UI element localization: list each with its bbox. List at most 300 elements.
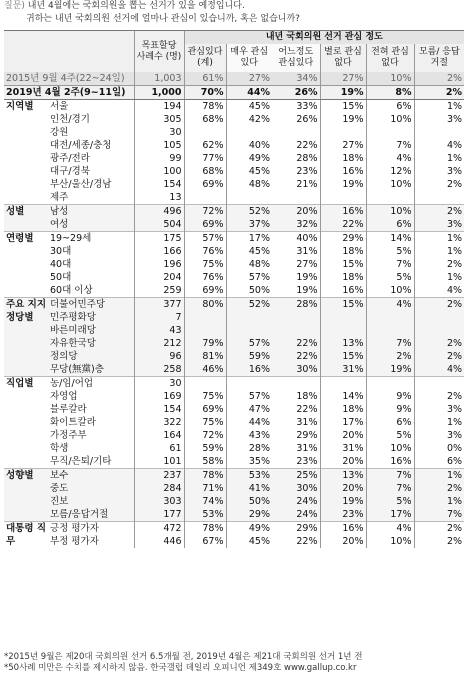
cell-not-much: 27%	[320, 72, 366, 86]
cell-very	[226, 324, 272, 337]
question-line-1	[4, 0, 464, 13]
cell-not-much: 27%	[320, 139, 366, 152]
cell-not-at-all: 2%	[366, 350, 414, 363]
cell-dk: 2%	[414, 86, 464, 100]
cell-somewhat: 26%	[296, 114, 318, 125]
cell-dk: 1%	[414, 495, 464, 508]
cell-not-at-all: 9%	[366, 390, 414, 403]
row-label: 자유한국당	[48, 337, 134, 350]
cell-very	[226, 311, 272, 324]
cell-total: 79%	[184, 337, 226, 350]
cell-very: 49%	[226, 152, 272, 165]
cell-total: 78%	[184, 100, 226, 114]
row-label: 대전/세종/충청	[50, 140, 112, 151]
cell-total: 57%	[184, 232, 226, 246]
cell-not-at-all: 8%	[366, 86, 414, 100]
cell-not-at-all	[366, 191, 414, 205]
table-row	[4, 416, 464, 429]
cell-dk: 2%	[414, 298, 464, 312]
table-row	[4, 232, 464, 246]
group-label: 직업별	[4, 377, 48, 469]
cell-not-much: 18%	[320, 152, 366, 165]
cell-dk: 1%	[414, 100, 464, 114]
cell-not-much: 31%	[320, 363, 366, 377]
cell-somewhat: 28%	[296, 153, 318, 164]
cell-not-at-all: 10%	[366, 442, 414, 455]
cell-total: 77%	[184, 152, 226, 165]
cell-total: 78%	[184, 469, 226, 483]
cell-n: 305	[134, 113, 184, 126]
cell-not-much	[320, 191, 366, 205]
cell-very: 45%	[226, 100, 272, 114]
cell-very: 44%	[226, 86, 272, 100]
cell-n: 237	[134, 469, 184, 483]
row-label: 진보	[48, 495, 134, 508]
cell-dk	[414, 311, 464, 324]
row-label: 블루칼라	[50, 404, 87, 415]
cell-somewhat: 40%	[272, 232, 320, 246]
header-very: 매우 관심있다	[226, 44, 272, 72]
table-row	[4, 350, 464, 363]
cell-n: 496	[134, 205, 184, 219]
cell-dk: 3%	[414, 429, 464, 442]
cell-total: 68%	[184, 113, 226, 126]
cell-n: 164	[134, 429, 184, 442]
cell-not-much: 16%	[320, 522, 366, 536]
cell-n: 154	[134, 403, 184, 416]
cell-somewhat: 32%	[272, 218, 320, 232]
cell-not-much	[320, 311, 366, 324]
cell-not-at-all: 19%	[366, 363, 414, 377]
cell-not-at-all: 12%	[366, 165, 414, 178]
cell-not-much: 23%	[320, 508, 366, 522]
cell-n: 258	[134, 363, 184, 377]
cell-n: 96	[134, 350, 184, 363]
cell-somewhat: 31%	[296, 443, 318, 454]
cell-somewhat: 23%	[296, 166, 318, 177]
cell-very: 57%	[226, 271, 272, 284]
cell-not-at-all: 7%	[366, 337, 414, 350]
cell-total: 70%	[184, 86, 226, 100]
cell-dk: 7%	[414, 508, 464, 522]
table-row	[4, 403, 464, 416]
cell-somewhat: 33%	[272, 100, 320, 114]
cell-very: 29%	[226, 508, 272, 522]
cell-total	[184, 126, 226, 139]
cell-total: 68%	[184, 165, 226, 178]
cell-n: 105	[134, 139, 184, 152]
cell-n: 472	[134, 522, 184, 536]
cell-not-much	[320, 126, 366, 139]
cell-not-much	[320, 324, 366, 337]
cell-somewhat: 29%	[296, 430, 318, 441]
table-row	[4, 442, 464, 455]
cell-not-at-all: 9%	[366, 403, 414, 416]
row-label: 모름/응답거절	[48, 508, 134, 522]
cell-n: 101	[134, 455, 184, 469]
cell-not-much: 13%	[320, 337, 366, 350]
cell-n: 100	[134, 165, 184, 178]
cell-very: 59%	[226, 350, 272, 363]
row-label: 60대 이상	[50, 285, 93, 296]
cell-very: 37%	[226, 218, 272, 232]
cell-total: 58%	[184, 455, 226, 469]
cell-dk: 1%	[414, 469, 464, 483]
cell-very: 52%	[226, 298, 272, 312]
cell-n: 259	[134, 284, 184, 298]
cell-not-at-all: 5%	[366, 271, 414, 284]
table-row	[4, 218, 464, 232]
row-label: 민주평화당	[48, 311, 134, 324]
cell-dk: 4%	[414, 363, 464, 377]
group-label: 주요 지지 정당별	[4, 298, 48, 377]
cell-somewhat: 20%	[272, 205, 320, 219]
row-label: 부정 평가자	[50, 536, 99, 547]
table-row	[4, 390, 464, 403]
footnote-1: *2015년 9월은 제20대 국회의원 선거 6.5개월 전, 2019년 4월은 제21대 국회의원 선거 1년 전	[4, 652, 363, 662]
cell-not-much: 22%	[320, 218, 366, 232]
header-main: 내년 국회의원 선거 관심 정도	[184, 31, 464, 45]
question-label: 질문)	[4, 1, 25, 11]
reference-row	[4, 72, 464, 86]
cell-total: 69%	[184, 218, 226, 232]
cell-n: 154	[134, 178, 184, 191]
table-row	[4, 495, 464, 508]
cell-n: 166	[134, 245, 184, 258]
cell-dk: 1%	[414, 416, 464, 429]
cell-somewhat: 19%	[296, 285, 318, 296]
cell-very: 48%	[226, 178, 272, 191]
cell-not-at-all	[366, 377, 414, 391]
table-row	[4, 455, 464, 469]
cell-total: 69%	[184, 178, 226, 191]
cell-very: 47%	[226, 403, 272, 416]
table-row	[4, 363, 464, 377]
group-label: 대통령 직무	[6, 523, 47, 547]
cell-not-at-all: 5%	[366, 245, 414, 258]
cell-not-much: 18%	[320, 271, 366, 284]
cell-very: 53%	[226, 469, 272, 483]
cell-not-at-all	[366, 311, 414, 324]
cell-not-at-all: 10%	[366, 178, 414, 191]
row-label: 중도	[48, 482, 134, 495]
cell-not-much: 20%	[320, 482, 366, 495]
table-row	[4, 100, 464, 114]
cell-total: 75%	[184, 390, 226, 403]
cell-somewhat: 18%	[296, 391, 318, 402]
group-label: 성별	[4, 205, 48, 232]
cell-somewhat	[272, 191, 320, 205]
question-line-2: 귀하는 내년 국회의원 선거에 얼마나 관심이 있습니까, 혹은 없습니까?	[26, 13, 300, 24]
cell-not-at-all: 14%	[366, 232, 414, 246]
cell-total: 62%	[184, 139, 226, 152]
row-label: 긍정 평가자	[48, 522, 134, 536]
cell-not-at-all: 7%	[366, 482, 414, 495]
cell-total: 81%	[184, 350, 226, 363]
cell-very	[226, 126, 272, 139]
cell-n: 322	[134, 416, 184, 429]
cell-not-much: 15%	[320, 100, 366, 114]
row-label: 19~29세	[48, 232, 134, 246]
cell-dk: 1%	[414, 245, 464, 258]
cell-dk: 3%	[414, 218, 464, 232]
cell-dk: 2%	[414, 482, 464, 495]
cell-n: 377	[134, 298, 184, 312]
cell-somewhat	[272, 324, 320, 337]
cell-very: 45%	[226, 535, 272, 548]
cell-not-at-all: 6%	[366, 100, 414, 114]
cell-very: 17%	[226, 232, 272, 246]
cell-not-at-all: 10%	[366, 284, 414, 298]
row-label: 대구/경북	[50, 166, 90, 177]
cell-not-much: 15%	[320, 350, 366, 363]
table-row	[4, 337, 464, 350]
row-label: 바른미래당	[48, 324, 134, 337]
cell-somewhat: 31%	[296, 246, 318, 257]
cell-very: 16%	[226, 363, 272, 377]
cell-n: 43	[134, 324, 184, 337]
row-label: 부산/울산/경남	[50, 179, 112, 190]
cell-n: 175	[134, 232, 184, 246]
cell-total: 75%	[184, 416, 226, 429]
cell-dk	[414, 191, 464, 205]
survey-table	[4, 30, 464, 548]
cell-somewhat: 22%	[296, 140, 318, 151]
cell-very: 57%	[226, 337, 272, 350]
cell-total: 76%	[184, 271, 226, 284]
cell-dk: 2%	[414, 390, 464, 403]
cell-very: 45%	[226, 165, 272, 178]
cell-not-much: 15%	[320, 258, 366, 271]
cell-n: 61	[134, 442, 184, 455]
cell-total: 69%	[184, 284, 226, 298]
cell-not-at-all: 16%	[366, 455, 414, 469]
cell-very: 50%	[226, 495, 272, 508]
cell-somewhat: 24%	[272, 508, 320, 522]
cell-n: 169	[134, 390, 184, 403]
cell-n: 1,003	[134, 72, 184, 86]
table-row	[4, 522, 464, 536]
cell-somewhat: 22%	[272, 337, 320, 350]
cell-somewhat	[272, 126, 320, 139]
cell-n: 1,000	[134, 86, 184, 100]
cell-somewhat: 28%	[272, 298, 320, 312]
cell-n: 99	[134, 152, 184, 165]
cell-very: 43%	[226, 429, 272, 442]
row-label: 보수	[48, 469, 134, 483]
row-label: 농/임/어업	[48, 377, 134, 391]
cell-very: 45%	[226, 245, 272, 258]
row-label: 자영업	[50, 391, 78, 402]
cell-somewhat: 29%	[272, 522, 320, 536]
cell-total	[184, 324, 226, 337]
cell-total	[184, 311, 226, 324]
cell-not-at-all	[366, 126, 414, 139]
cell-very: 52%	[226, 205, 272, 219]
cell-not-at-all: 7%	[366, 469, 414, 483]
cell-not-much: 16%	[320, 165, 366, 178]
cell-somewhat: 31%	[296, 417, 318, 428]
header-blank	[4, 31, 134, 73]
header-interest-total: 관심있다 (계)	[184, 44, 226, 72]
table-row	[4, 139, 464, 152]
row-label: 광주/전라	[50, 153, 90, 164]
cell-not-at-all: 4%	[366, 298, 414, 312]
table-row	[4, 245, 464, 258]
cell-total: 75%	[184, 258, 226, 271]
cell-total: 61%	[184, 72, 226, 86]
cell-dk: 4%	[414, 284, 464, 298]
row-label: 정의당	[48, 350, 134, 363]
row-label: 가정주부	[50, 430, 87, 441]
row-label: 학생	[50, 443, 69, 454]
cell-dk	[414, 324, 464, 337]
cell-not-much: 29%	[320, 232, 366, 246]
cell-very: 35%	[226, 455, 272, 469]
group-label: 연령별	[4, 232, 48, 298]
table-row	[4, 126, 464, 139]
cell-somewhat: 21%	[296, 179, 318, 190]
table-row	[4, 429, 464, 442]
cell-dk: 2%	[414, 258, 464, 271]
cell-n: 204	[134, 271, 184, 284]
cell-total	[184, 377, 226, 391]
table-row	[4, 191, 464, 205]
cell-somewhat: 23%	[296, 456, 318, 467]
table-row	[4, 113, 464, 126]
table-row	[4, 298, 464, 312]
row-label: 무당(無黨)층	[48, 363, 134, 377]
cell-not-at-all: 10%	[366, 535, 414, 548]
cell-dk: 6%	[414, 455, 464, 469]
cell-n: 7	[134, 311, 184, 324]
cell-very: 27%	[226, 72, 272, 86]
cell-dk: 2%	[414, 535, 464, 548]
cell-very	[226, 191, 272, 205]
table-row	[4, 271, 464, 284]
question-text-1: 내년 4월에는 국회의원을 뽑는 선거가 있을 예정입니다.	[27, 1, 245, 11]
cell-somewhat: 34%	[272, 72, 320, 86]
cell-n: 13	[134, 191, 184, 205]
table-row	[4, 535, 464, 548]
footnote-2: *50사례 미만은 수치를 제시하지 않음. 한국갤럽 데일리 오피니언 제349호 www.gallup.co.kr	[4, 663, 357, 673]
table-row	[4, 205, 464, 219]
table-row	[4, 482, 464, 495]
cell-n: 446	[134, 535, 184, 548]
cell-not-much: 14%	[320, 390, 366, 403]
row-label: 더불어민주당	[48, 298, 134, 312]
cell-dk: 0%	[414, 442, 464, 455]
footnotes	[4, 652, 464, 674]
cell-total: 74%	[184, 495, 226, 508]
row-label: 여성	[48, 218, 134, 232]
cell-not-much: 20%	[320, 535, 366, 548]
row-label: 2015년 9월 4주(22~24일)	[4, 72, 134, 86]
cell-n: 212	[134, 337, 184, 350]
cell-somewhat	[272, 311, 320, 324]
cell-not-at-all: 5%	[366, 429, 414, 442]
cell-n: 177	[134, 508, 184, 522]
cell-dk: 2%	[414, 350, 464, 363]
row-label: 서울	[48, 100, 134, 114]
total-row	[4, 86, 464, 100]
row-label: 남성	[48, 205, 134, 219]
cell-dk: 2%	[414, 72, 464, 86]
header-somewhat: 어느정도 관심있다	[272, 44, 320, 72]
cell-total: 69%	[184, 403, 226, 416]
cell-dk: 2%	[414, 205, 464, 219]
cell-very: 41%	[226, 482, 272, 495]
cell-n: 284	[134, 482, 184, 495]
cell-somewhat: 30%	[272, 482, 320, 495]
cell-not-much: 15%	[320, 298, 366, 312]
row-label: 화이트칼라	[50, 417, 96, 428]
cell-dk: 4%	[414, 139, 464, 152]
cell-dk: 3%	[414, 113, 464, 126]
row-label: 30대	[50, 246, 72, 257]
cell-n: 504	[134, 218, 184, 232]
cell-somewhat: 27%	[296, 259, 318, 270]
table-row	[4, 508, 464, 522]
cell-not-much: 17%	[320, 416, 366, 429]
cell-total: 59%	[184, 442, 226, 455]
cell-not-at-all: 10%	[366, 113, 414, 126]
row-label: 인천/경기	[50, 114, 90, 125]
cell-dk	[414, 377, 464, 391]
table-row	[4, 258, 464, 271]
cell-not-at-all	[366, 324, 414, 337]
cell-not-at-all: 4%	[366, 522, 414, 536]
cell-total	[184, 191, 226, 205]
cell-total: 71%	[184, 482, 226, 495]
header-sample: 목표할당 사례수 (명)	[134, 31, 184, 73]
row-label: 2019년 4월 2주(9~11일)	[4, 86, 134, 100]
cell-somewhat: 26%	[272, 86, 320, 100]
cell-not-at-all: 7%	[366, 139, 414, 152]
cell-n: 194	[134, 100, 184, 114]
header-dk: 모름/ 응답거절	[414, 44, 464, 72]
cell-somewhat: 30%	[272, 363, 320, 377]
cell-not-much: 19%	[320, 178, 366, 191]
table-row	[4, 152, 464, 165]
cell-not-at-all: 10%	[366, 72, 414, 86]
cell-not-at-all: 6%	[366, 416, 414, 429]
row-label: 40대	[50, 259, 72, 270]
cell-somewhat: 19%	[296, 272, 318, 283]
cell-not-much: 16%	[320, 205, 366, 219]
cell-total: 72%	[184, 205, 226, 219]
cell-somewhat: 22%	[296, 536, 318, 547]
question-block	[4, 0, 464, 25]
row-label: 강원	[50, 127, 69, 138]
cell-not-much: 18%	[320, 245, 366, 258]
cell-very: 49%	[226, 522, 272, 536]
cell-somewhat: 25%	[272, 469, 320, 483]
cell-very: 44%	[226, 416, 272, 429]
table-row	[4, 284, 464, 298]
row-label: 50대	[50, 272, 72, 283]
table-row	[4, 178, 464, 191]
cell-very: 42%	[226, 113, 272, 126]
cell-total: 72%	[184, 429, 226, 442]
cell-not-at-all: 6%	[366, 218, 414, 232]
cell-somewhat: 22%	[296, 404, 318, 415]
row-label: 무직/은퇴/기타	[50, 456, 112, 467]
table-row	[4, 469, 464, 483]
cell-not-much: 19%	[320, 86, 366, 100]
cell-very: 50%	[226, 284, 272, 298]
cell-somewhat	[272, 377, 320, 391]
